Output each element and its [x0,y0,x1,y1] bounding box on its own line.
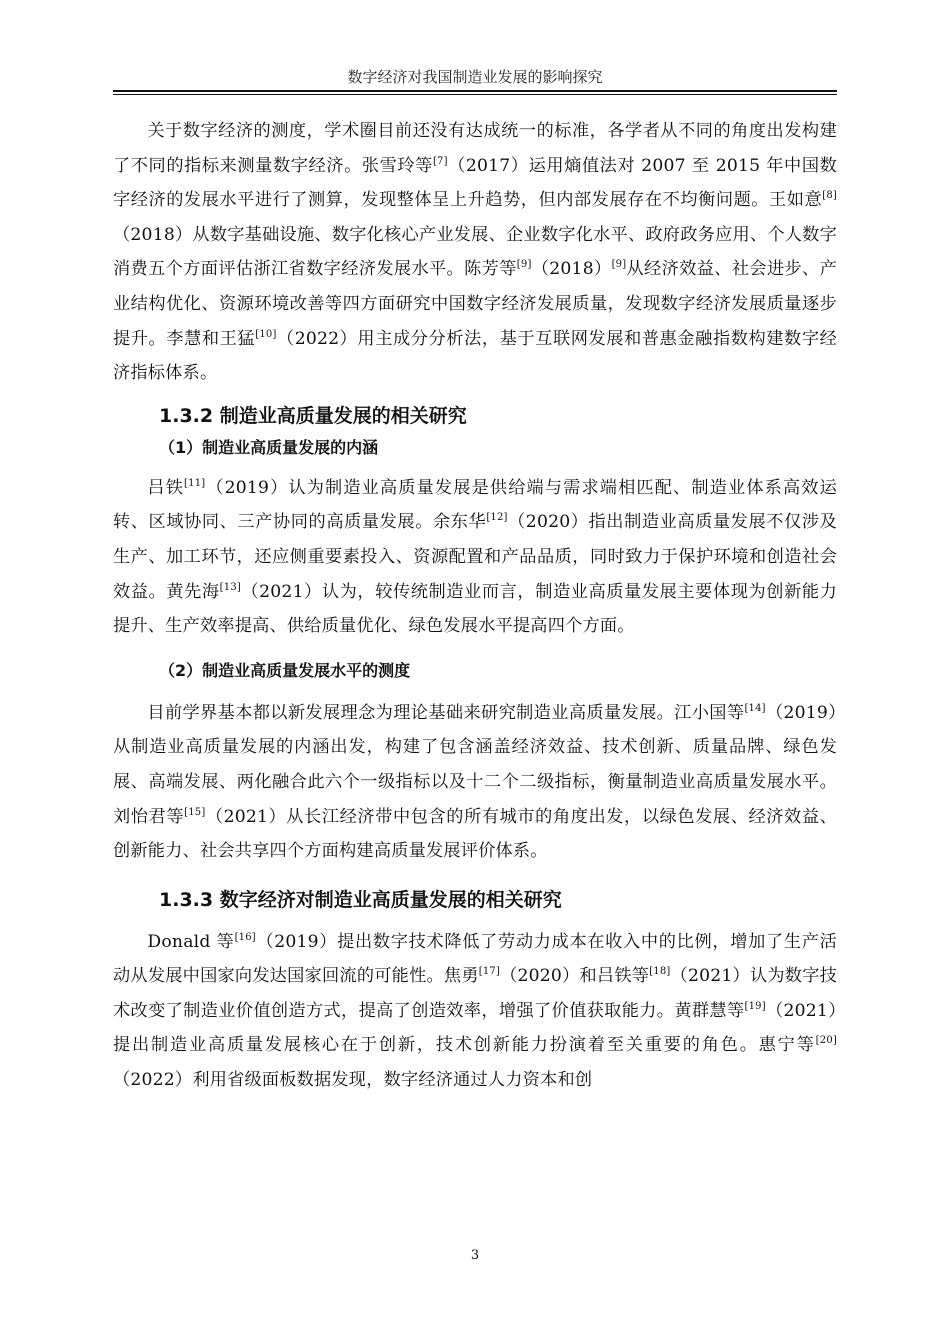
text-run: （2018）从数字基础设施、数字化核心产业发展、企业数字化水平、政府政务应用、个人数字消费五个方面评估浙江省数字经济发展水平。陈芳等 [113,224,837,280]
text-run: （2022）利用省级面板数据发现，数字经济通过人力资本和创 [113,1070,593,1091]
citation: [9] [611,259,627,271]
subheading-measurement: （2）制造业高质量发展水平的测度 [159,660,411,680]
text-run: （2020）指出制造业高质量发展不仅涉及生产、加工环节，还应侧重要素投入、资源配置和产品品质，同时致力于保护环境和创造社会效益。黄先海 [113,512,837,602]
text-run: 关于数字经济的测度，学术圈目前还没有达成统一的标准，各学者从不同的角度出发构建了不同的指标来测量数字经济。张雪玲等 [113,121,837,176]
page-body [113,114,837,1098]
section-heading-1-3-2: 1.3.2 制造业高质量发展的相关研究 [159,404,467,427]
paragraph-digital-economy-impact [113,925,837,1098]
text-run: Donald 等 [147,931,235,952]
running-header: 数字经济对我国制造业发展的影响探究 [347,68,603,86]
citation: [17] [478,966,501,978]
text-run: 目前学界基本都以新发展理念为理论基础来研究制造业高质量发展。江小国等 [147,702,745,723]
page-number: 3 [470,1248,480,1263]
citation: [9] [516,259,532,271]
text-run: （2021）认为数字技术改变了制造业价值创造方式，提高了创造效率，增强了价值获取能力。黄群慧等 [113,966,837,1021]
header-rule-thick [113,90,837,92]
citation: [10] [255,328,277,340]
citation: [7] [432,155,448,167]
text-run: （2019）从制造业高质量发展的内涵出发，构建了包含涵盖经济效益、技术创新、质量品牌、绿色发展、高端发展、两化融合此六个一级指标以及十二个二级指标，衡量制造业高质量发展水平。刘怡君等 [113,702,837,827]
citation: [16] [234,931,256,943]
text-run: （2018） [531,259,612,280]
text-run: （2019）认为制造业高质量发展是供给端与需求端相匹配、制造业体系高效运转、区域协同、三产协同的高质量发展。余东华 [113,477,837,533]
subheading-connotation: （1）制造业高质量发展的内涵 [159,437,379,457]
text-run: （2017）运用熵值法对 2007 至 2015 年中国数字经济的发展水平进行了测算，发现整体呈上升趋势，但内部发展存在不均衡问题。王如意 [113,155,837,211]
text-run: （2021）认为，较传统制造业而言，制造业高质量发展主要体现为创新能力提升、生产效率提高、供给质量优化、绿色发展水平提高四个方面。 [113,581,838,637]
paragraph-connotation [113,471,837,644]
citation: [18] [649,966,671,978]
paragraph-measurement [113,696,837,869]
text-run: （2020）和吕铁等 [500,966,650,987]
text-run: （2019）提出数字技术降低了劳动力成本在收入中的比例，增加了生产活动从发展中国家向发达国家回流的可能性。焦勇 [113,931,838,987]
citation: [15] [184,806,206,818]
citation: [12] [486,512,508,524]
citation: [8] [822,190,837,202]
paragraph-digital-economy-measurement [113,114,837,391]
citation: [19] [744,1000,766,1012]
section-heading-1-3-3: 1.3.3 数字经济对制造业高质量发展的相关研究 [159,888,562,911]
text-run: （2021）提出制造业高质量发展核心在于创新，技术创新能力扮演着至关重要的角色。惠宁等 [113,1000,837,1056]
text-run: 吕铁 [147,477,185,498]
text-run: （2021）从长江经济带中包含的所有城市的角度出发，以绿色发展、经济效益、创新能力、社会共享四个方面构建高质量发展评价体系。 [113,806,837,862]
text-run: （2022）用主成分分析法，基于互联网发展和普惠金融指数构建数字经济指标体系。 [113,328,837,384]
citation: [20] [815,1035,837,1047]
header-rule-thin [113,94,837,95]
citation: [13] [219,581,241,593]
citation: [14] [744,702,766,714]
citation: [11] [184,477,206,489]
text-run: 从经济效益、社会进步、产业结构优化、资源环境改善等四方面研究中国数字经济发展质量，发现数字经济发展质量逐步提升。李慧和王猛 [113,259,837,349]
